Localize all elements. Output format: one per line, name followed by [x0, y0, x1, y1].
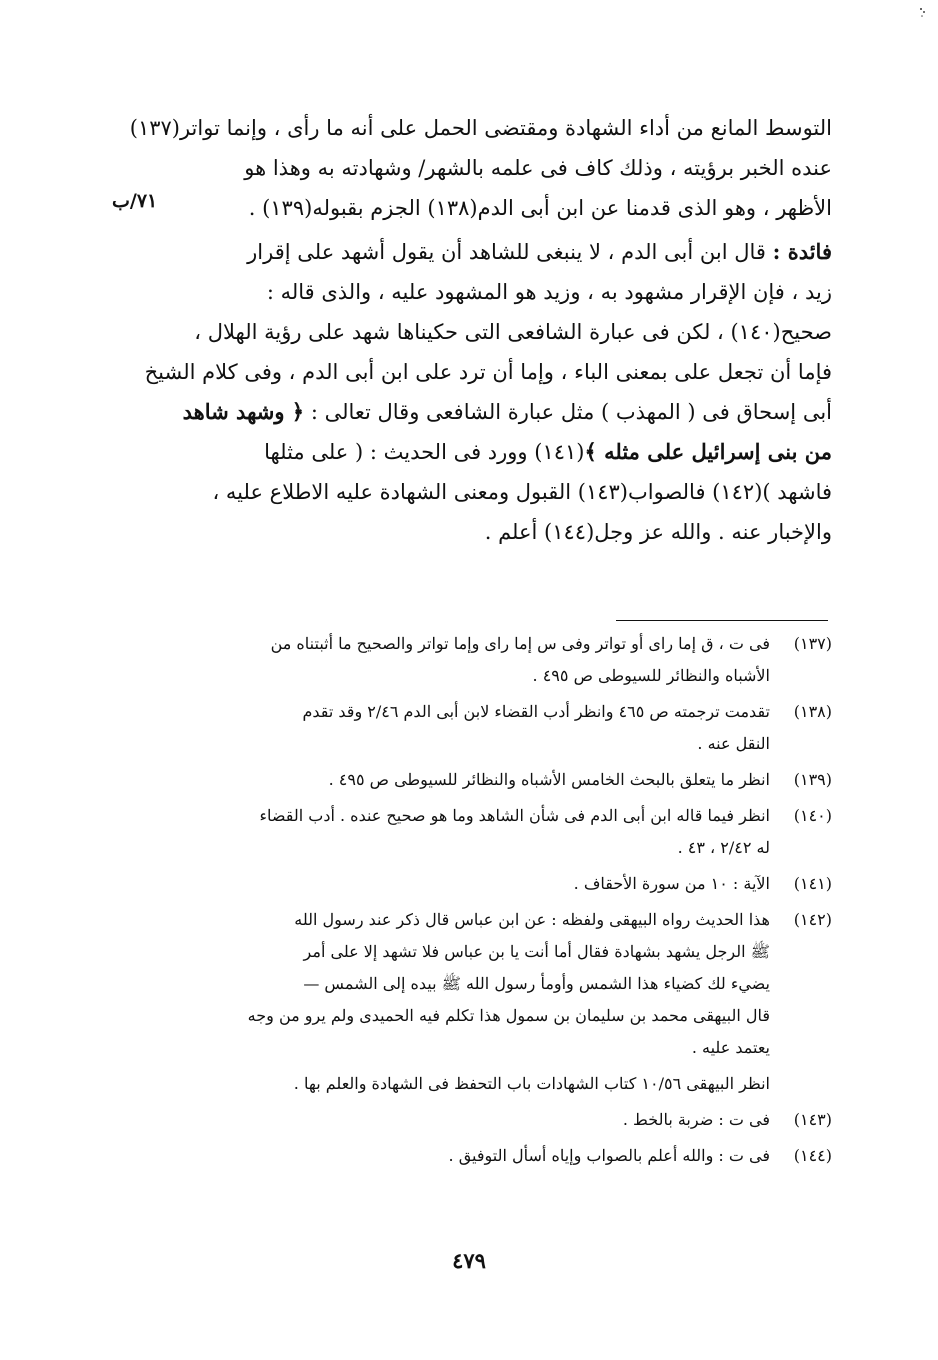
footnote-line: فى ت : والله أعلم بالصواب وإياه أسأل التوفيق . [448, 1146, 770, 1165]
text-line [160, 232, 832, 272]
footnote-number: (١٤١) [793, 874, 832, 893]
footnote-line: الآية : ١٠ من سورة الأحقاف . [573, 874, 770, 893]
footnote-number: (١٣٧) [793, 634, 832, 653]
footnote-text [164, 764, 770, 796]
footnote-number: (١٤٤) [793, 1146, 832, 1165]
footnote-line: يضيء لك كضياء هذا الشمس وأومأ رسول الله ﷺ بيده إلى الشمس — [303, 974, 770, 993]
footnote-number: (١٣٨) [793, 702, 832, 721]
scan-speck [918, 6, 928, 20]
text-line: زيد ، فإن الإقرار مشهود به ، وزيد هو المشهود عليه ، والذى قاله : [266, 280, 832, 304]
footnote-line: يعتمد عليه . [691, 1038, 770, 1057]
footnote-line: الأشباه والنظائر للسيوطى ص ٤٩٥ . [532, 666, 770, 685]
footnote-text [164, 800, 770, 864]
text-line-content: (١٤١) وورد فى الحديث : ( على مثلها [264, 440, 585, 464]
footnote-137 [164, 628, 832, 692]
quran-verse-end: من بنى إسرائيل على مثله ﴾ [584, 439, 832, 464]
footnote-line: انظر ما يتعلق بالبحث الخامس الأشباه والنظائر للسيوطى ص ٤٩٥ . [328, 770, 770, 789]
footnote-line: فى ت ، ق إما راى أو تواتر وفى س إما راى وإما تواتر والصحيح ما أثبتناه من [270, 634, 770, 653]
text-line: فإما أن تجعل على بمعنى الباء ، وإما أن ترد على ابن أبى الدم ، وفى كلام الشيخ [144, 360, 832, 384]
paragraph-2 [144, 232, 832, 552]
footnote-text [164, 696, 770, 760]
text-line: التوسط المانع من أداء الشهادة ومقتضى الحمل على أنه ما رأى ، وإنما تواتر(١٣٧) [129, 116, 832, 140]
text-line [160, 432, 832, 472]
footnote-142 [164, 904, 832, 1064]
footnote-line: فى ت : ضربة بالخط . [622, 1110, 770, 1129]
text-line-content: أبى إسحاق فى ( المهذب ) مثل عبارة الشافعى وقال تعالى : [310, 400, 832, 424]
footnote-line: تقدمت ترجمته ص ٤٦٥ وانظر أدب القضاء لابن أبى الدم ٢/٤٦ وقد تقدم [302, 702, 770, 721]
footnote-text [164, 1140, 770, 1172]
text-line: عنده الخبر برؤيته ، وذلك كاف فى علمه بالشهر/ وشهادته به وهذا هو [244, 156, 832, 180]
footnote-text [164, 868, 770, 900]
footnote-140 [164, 800, 832, 864]
footnote-143 [164, 1104, 832, 1136]
footnote-number: (١٤٢) [793, 910, 832, 929]
footnote-139 [164, 764, 832, 796]
footnote-divider [616, 620, 828, 621]
footnote-138 [164, 696, 832, 760]
text-line: الأظهر ، وهو الذى قدمنا عن ابن أبى الدم(١٣٨) الجزم بقبوله(١٣٩) . [248, 196, 832, 220]
footnote-text [164, 904, 770, 1064]
folio-marker: ٧١/ب [112, 190, 158, 212]
footnote-number: (١٣٩) [793, 770, 832, 789]
footnote-text [164, 1104, 770, 1136]
text-line [160, 392, 832, 432]
footnote-number: (١٤٠) [793, 806, 832, 825]
text-line: فاشهد )(١٤٢) فالصواب(١٤٣) القبول ومعنى الشهادة عليه الاطلاع عليه ، [212, 480, 832, 504]
footnote-line: ﷺ الرجل يشهد بشهادة فقال أما أنت يا بن عباس فلا تشهد إلا على أمر [303, 942, 770, 961]
footnote-line: النقل عنه . [697, 734, 770, 753]
footnote-text [164, 628, 770, 692]
text-line: صحيح(١٤٠) ، لكن فى عبارة الشافعى التى حكيناها شهد على رؤية الهلال ، [194, 320, 832, 344]
footnote-line: هذا الحديث رواه البيهقى ولفظه : عن ابن عباس قال ذكر عند رسول الله [294, 910, 770, 929]
footnote-number: (١٤٣) [793, 1110, 832, 1129]
footnote-144 [164, 1140, 832, 1172]
text-line: والإخبار عنه . والله عز وجل(١٤٤) أعلم . [484, 520, 832, 544]
faida-label: فائدة : [772, 239, 832, 264]
page-number: ٤٧٩ [452, 1248, 486, 1273]
footnote-142-continuation: انظر البيهقى ١٠/٥٦ كتاب الشهادات باب التحفظ فى الشهادة والعلم بها . [293, 1074, 770, 1093]
footnote-line: انظر فيما قاله ابن أبى الدم فى شأن الشاهد وما هو صحيح عنده . أدب القضاء [259, 806, 770, 825]
footnotes [164, 628, 832, 1176]
footnote-line: قال البيهقى محمد بن سليمان بن سمول هذا تكلم فيه الحميدى ولم يرو من وجه [247, 1006, 770, 1025]
quran-verse-start: ﴿ وشهد شاهد [182, 399, 305, 424]
footnote-141 [164, 868, 832, 900]
footnote-line: له ٢/٤٢ ، ٤٣ . [677, 838, 770, 857]
text-line-content: قال ابن أبى الدم ، لا ينبغى للشاهد أن يقول أشهد على إقرار [247, 240, 766, 264]
